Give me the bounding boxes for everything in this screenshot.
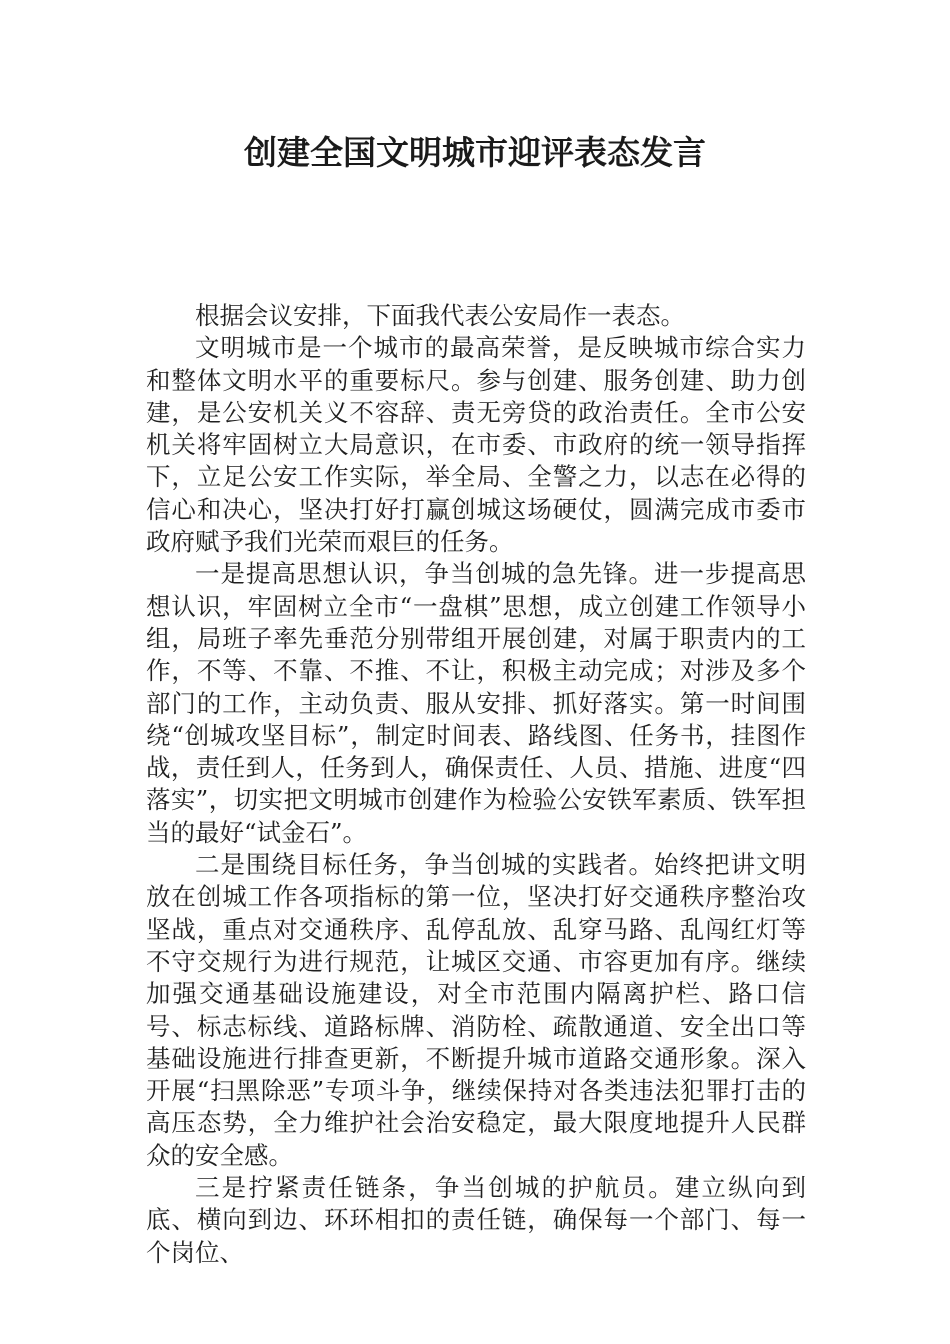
paragraph-point-three: 三是拧紧责任链条，争当创城的护航员。建立纵向到底、横向到边、环环相扣的责任链，确保每一个部门、每一个岗位、 (146, 1173, 806, 1267)
paragraph-point-one: 一是提高思想认识，争当创城的急先锋。进一步提高思想认识，牢固树立全市“一盘棋”思想，成立创建工作领导小组，局班子率先垂范分别带组开展创建，对属于职责内的工作，不等、不靠、不推、不让，积极主动完成；对涉及多个部门的工作，主动负责、服从安排、抓好落实。第一时间围绕“创城攻坚目标”，制定时间表、路线图、任务书，挂图作战，责任到人，任务到人，确保责任、人员、措施、进度“四落实”，切实把文明城市创建作为检验公安铁军素质、铁军担当的最好“试金石”。 (146, 559, 806, 847)
document-body (146, 300, 806, 1269)
paragraph-intro: 根据会议安排，下面我代表公安局作一表态。 (195, 301, 685, 330)
document-title: 创建全国文明城市迎评表态发言 (244, 133, 706, 172)
paragraph-point-two: 二是围绕目标任务，争当创城的实践者。始终把讲文明放在创城工作各项指标的第一位，坚决打好交通秩序整治攻坚战，重点对交通秩序、乱停乱放、乱穿马路、乱闯红灯等不守交规行为进行规范，让城区交通、市容更加有序。继续加强交通基础设施建设，对全市范围内隔离护栏、路口信号、标志标线、道路标牌、消防栓、疏散通道、安全出口等基础设施进行排查更新，不断提升城市道路交通形象。深入开展“扫黑除恶”专项斗争，继续保持对各类违法犯罪打击的高压态势，全力维护社会治安稳定，最大限度地提升人民群众的安全感。 (146, 850, 806, 1170)
paragraph-overview: 文明城市是一个城市的最高荣誉，是反映城市综合实力和整体文明水平的重要标尺。参与创建、服务创建、助力创建，是公安机关义不容辞、责无旁贷的政治责任。全市公安机关将牢固树立大局意识，在市委、市政府的统一领导指挥下，立足公安工作实际，举全局、全警之力，以志在必得的信心和决心，坚决打好打赢创城这场硬仗，圆满完成市委市政府赋予我们光荣而艰巨的任务。 (146, 333, 806, 557)
